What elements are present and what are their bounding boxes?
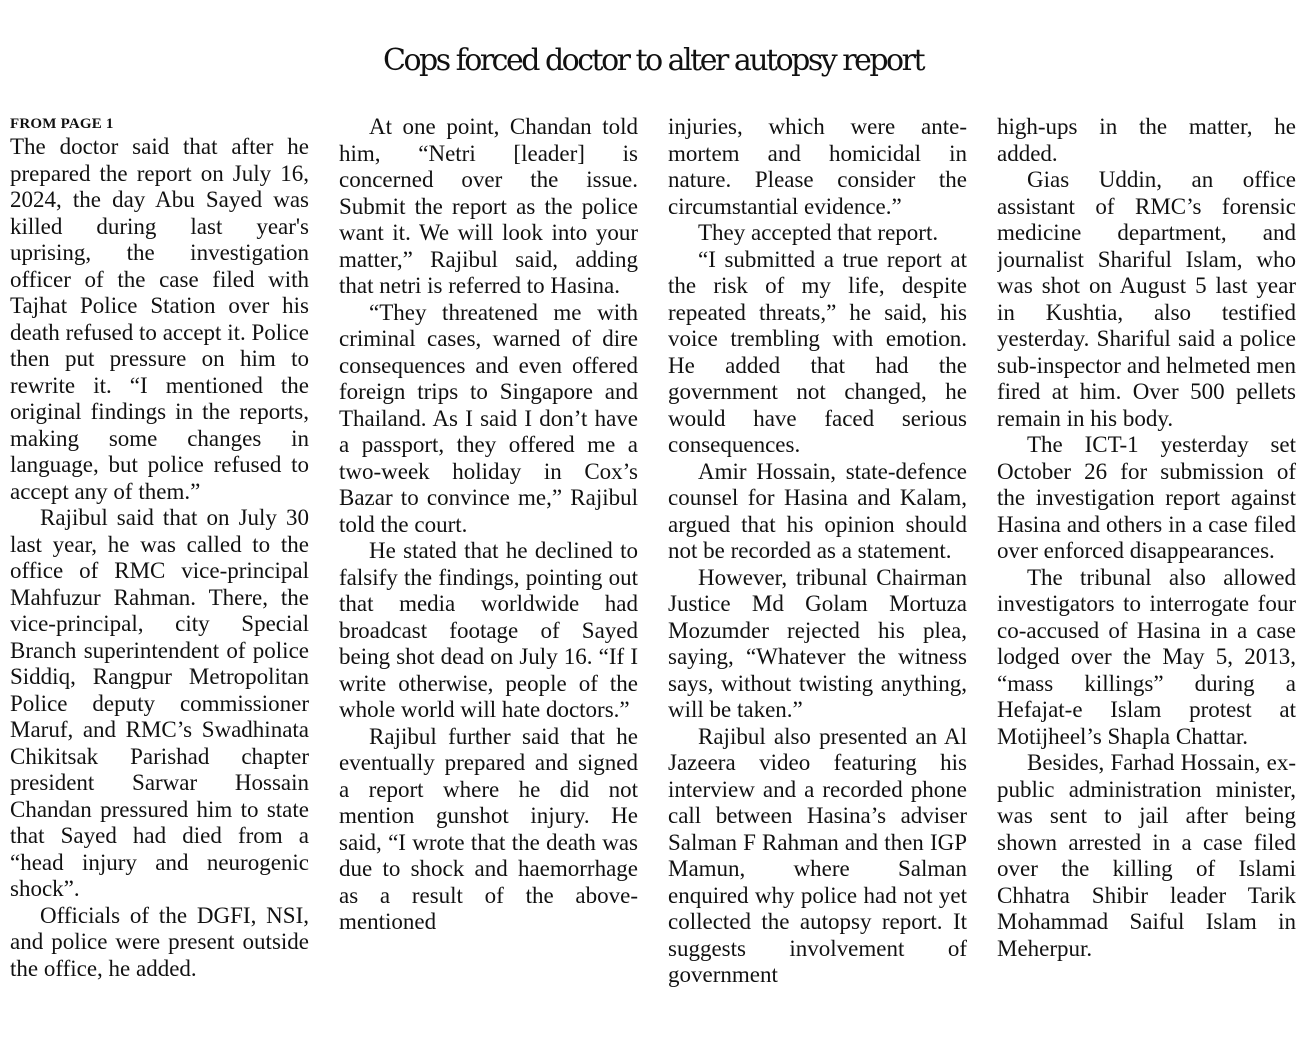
paragraph: Officials of the DGFI, NSI, and police were present outside the office, he added. — [10, 902, 309, 981]
article-body — [10, 114, 1296, 1054]
paragraph: “I submitted a true report at the risk of my life, despite repeated threats,” he said, his voice trembling with emotion. He added that had the government not changed, he would have faced serious consequences. — [668, 246, 967, 457]
paragraph: Rajibul said that on July 30 last year, he was called to the office of RMC vice-principal Mahfuzur Rahman. There, the vice-principal, city Special Branch superintendent of police Siddiq, Rangpur Metropolitan Police deputy commissioner Maruf, and RMC’s Swadhinata Chikitsak Parishad chapter president Sarwar Hossain Chandan pressured him to state that Sayed had died from a “head injury and neurogenic shock”. — [10, 505, 309, 901]
paragraph: Besides, Farhad Hossain, ex-public administration minister, was sent to jail after being shown arrested in a case filed over the killing of Islami Chhatra Shibir leader Tarik Mohammad Saiful Islam in Meherpur. — [997, 750, 1296, 961]
paragraph: high-ups in the matter, he added. — [997, 114, 1296, 166]
paragraph: Rajibul also presented an Al Jazeera video featuring his interview and a recorded phone call between Hasina’s adviser Salman F Rahman and then IGP Mamun, where Salman enquired why police had not yet collected the autopsy report. It suggests involvement of government — [668, 723, 967, 987]
headline: Cops forced doctor to alter autopsy report — [383, 43, 923, 78]
paragraph: Gias Uddin, an office assistant of RMC’s forensic medicine department, and journalist Shariful Islam, who was shot on August 5 last year in Kushtia, also testified yesterday. Shariful said a police sub-inspector and helmeted men fired at him. Over 500 pellets remain in his body. — [997, 167, 1296, 431]
paragraph: Amir Hossain, state-defence counsel for Hasina and Kalam, argued that his opinion should not be recorded as a statement. — [668, 458, 967, 563]
column-4 — [997, 114, 1296, 1054]
paragraph: The ICT-1 yesterday set October 26 for submission of the investigation report against Hasina and others in a case filed over enforced disappearances. — [997, 432, 1296, 563]
paragraph: The doctor said that after he prepared the report on July 16, 2024, the day Abu Sayed was killed during last year's uprising, the investigation officer of the case filed with Tajhat Police Station over his death refused to accept it. Police then put pressure on him to rewrite it. “I mentioned the original findings in the reports, making some changes in language, but police refused to accept any of them.” — [10, 134, 309, 504]
paragraph: At one point, Chandan told him, “Netri [leader] is concerned over the issue. Submit the report as the police want it. We will look into your matter,” Rajibul said, adding that netri is referred to Hasina. — [339, 114, 638, 298]
paragraph: injuries, which were ante-mortem and homicidal in nature. Please consider the circumstantial evidence.” — [668, 114, 967, 219]
kicker-from-page: FROM PAGE 1 — [10, 116, 114, 132]
paragraph: The tribunal also allowed investigators to interrogate four co-accused of Hasina in a case lodged over the May 5, 2013, “mass killings” during a Hefajat-e Islam protest at Motijheel’s Shapla Chattar. — [997, 564, 1296, 749]
paragraph: He stated that he declined to falsify the findings, pointing out that media worldwide had broadcast footage of Sayed being shot dead on July 16. “If I write otherwise, people of the whole world will hate doctors.” — [339, 538, 638, 722]
paragraph: They accepted that report. — [698, 220, 939, 245]
paragraph: However, tribunal Chairman Justice Md Golam Mortuza Mozumder rejected his plea, saying, “Whatever the witness says, without twisting anything, will be taken.” — [668, 564, 967, 722]
column-2 — [339, 114, 638, 1054]
column-3 — [668, 114, 967, 1054]
paragraph: Rajibul further said that he eventually prepared and signed a report where he did not mention gunshot injury. He said, “I wrote that the death was due to shock and haemorrhage as a result of the above-mentioned — [339, 723, 638, 934]
column-1 — [10, 114, 309, 1054]
paragraph: “They threatened me with criminal cases, warned of dire consequences and even offered foreign trips to Singapore and Thailand. As I said I don’t have a passport, they offered me a two-week holiday in Cox’s Bazar to convince me,” Rajibul told the court. — [339, 299, 638, 537]
